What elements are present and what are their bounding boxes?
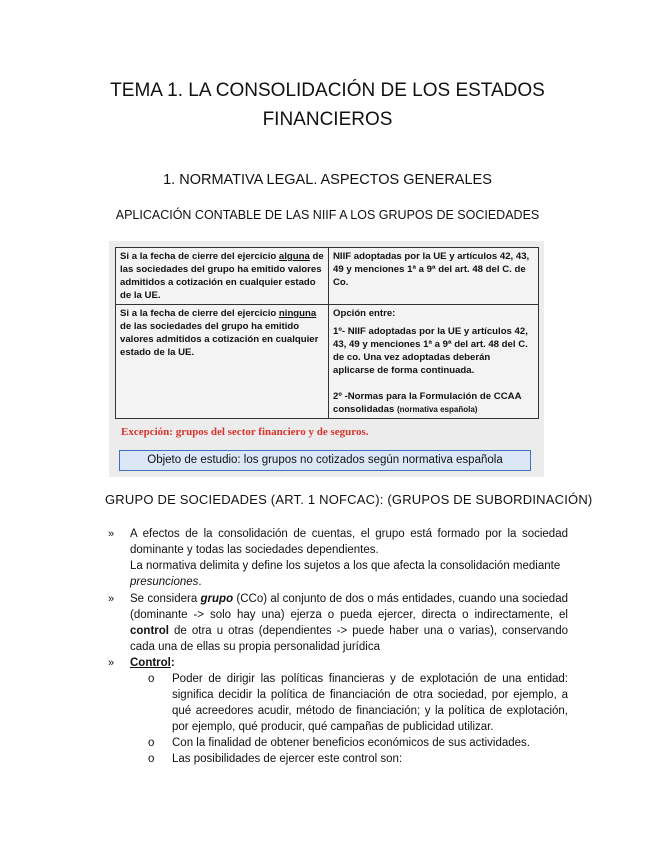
paragraph-text: Se considera xyxy=(130,593,201,605)
cell-text: de las sociedades del grupo ha emitido valores admitidos a cotización en cualquier estado de la UE. xyxy=(120,321,319,358)
bullet-icon: » xyxy=(108,657,115,669)
sub-list-item xyxy=(108,671,568,735)
circle-bullet-icon: o xyxy=(148,673,155,685)
exception-note: Excepción: grupos del sector financiero y de seguros. xyxy=(121,426,369,438)
term-grupo: grupo xyxy=(200,593,234,605)
list-item xyxy=(108,526,568,590)
cell-text: Opción entre: xyxy=(333,308,396,319)
title-line-2: FINANCIEROS xyxy=(262,109,393,130)
paragraph xyxy=(130,558,568,590)
title-line-1: TEMA 1. LA CONSOLIDACIÓN DE LOS ESTADOS xyxy=(110,80,545,101)
paragraph-text: La normativa delimita y define los sujetos a los que afecta la consolidación mediante xyxy=(130,560,561,572)
paragraph-text: Poder de dirigir las políticas financieras y de explotación de una entidad: significa decidir la política de financiación de otra sociedad, por ejemplo, a qué acreedores acudir, método de financiación; y la política de explotación, por ejemplo, qué producir, qué campañas de publicidad utilizar. xyxy=(172,673,568,733)
control-label: Control xyxy=(130,657,171,669)
circle-bullet-icon: o xyxy=(148,753,155,765)
bullet-icon: » xyxy=(108,528,115,540)
table-cell xyxy=(116,305,329,419)
niif-application-figure xyxy=(109,241,544,477)
cell-text-small: (normativa española) xyxy=(396,405,478,414)
section-heading: 1. NORMATIVA LEGAL. ASPECTOS GENERALES xyxy=(163,172,492,188)
cell-text: de las sociedades del grupo ha emitido valores admitidos a cotización en cualquier estado de la UE. xyxy=(120,251,324,301)
subsection-heading: APLICACIÓN CONTABLE DE LAS NIIF A LOS GRUPOS DE SOCIEDADES xyxy=(115,208,540,222)
cell-text xyxy=(333,390,534,416)
circle-bullet-icon: o xyxy=(148,737,155,749)
sub-list-item xyxy=(108,751,568,767)
cell-text: Si a la fecha de cierre del ejercicio xyxy=(120,251,279,262)
paragraph-text-italic: presunciones xyxy=(130,576,199,588)
cell-text-underlined: ninguna xyxy=(278,308,317,319)
paragraph-text: Con la finalidad de obtener beneficios económicos de sus actividades. xyxy=(172,737,530,749)
paragraph-text: de otra u otras (dependientes -> puede haber una o varias), conservando cada una de ellas su propia personalidad jurídica xyxy=(130,625,568,653)
cell-text: 2º -Normas para la Formulación de CCAA consolidadas xyxy=(333,391,522,415)
bullet-icon: » xyxy=(108,593,115,605)
paragraph-text: Las posibilidades de ejercer este control son: xyxy=(172,753,403,765)
body-text xyxy=(108,526,568,767)
list-item xyxy=(108,591,568,655)
cell-text-underlined: alguna xyxy=(278,251,310,262)
document-title xyxy=(0,76,655,134)
group-heading: GRUPO DE SOCIEDADES (ART. 1 NOFCAC): (GRUPOS DE SUBORDINACIÓN) xyxy=(105,492,593,507)
table-row xyxy=(116,248,539,305)
table-cell: NIIF adoptadas por la UE y artículos 42, 43, 49 y menciones 1ª a 9ª del art. 48 del C. de Co. xyxy=(329,248,539,305)
control-colon: : xyxy=(170,657,175,669)
study-object-box: Objeto de estudio: los grupos no cotizados según normativa española xyxy=(119,450,531,471)
paragraph-text: . xyxy=(198,576,202,588)
table-row xyxy=(116,305,539,419)
cell-text: Si a la fecha de cierre del ejercicio xyxy=(120,308,279,319)
paragraph: A efectos de la consolidación de cuentas, el grupo está formado por la sociedad dominante y todas las sociedades dependientes. xyxy=(130,528,568,556)
niif-table xyxy=(115,247,539,419)
cell-text: 1º- NIIF adoptadas por la UE y artículos 42, 43, 49 y menciones 1ª a 9ª del art. 48 del C. de co. Una vez adoptadas deberán aplicarse de forma continuada. xyxy=(333,326,528,376)
list-item xyxy=(108,655,568,671)
paragraph-text: (CCo) al conjunto de dos o más entidades, cuando una sociedad (dominante -> solo hay una) ejerza o pueda ejercer, directa o indirectamente, el xyxy=(130,593,568,621)
table-cell xyxy=(329,305,539,419)
sub-list-item xyxy=(108,735,568,751)
term-control: control xyxy=(130,625,169,637)
table-cell xyxy=(116,248,329,305)
